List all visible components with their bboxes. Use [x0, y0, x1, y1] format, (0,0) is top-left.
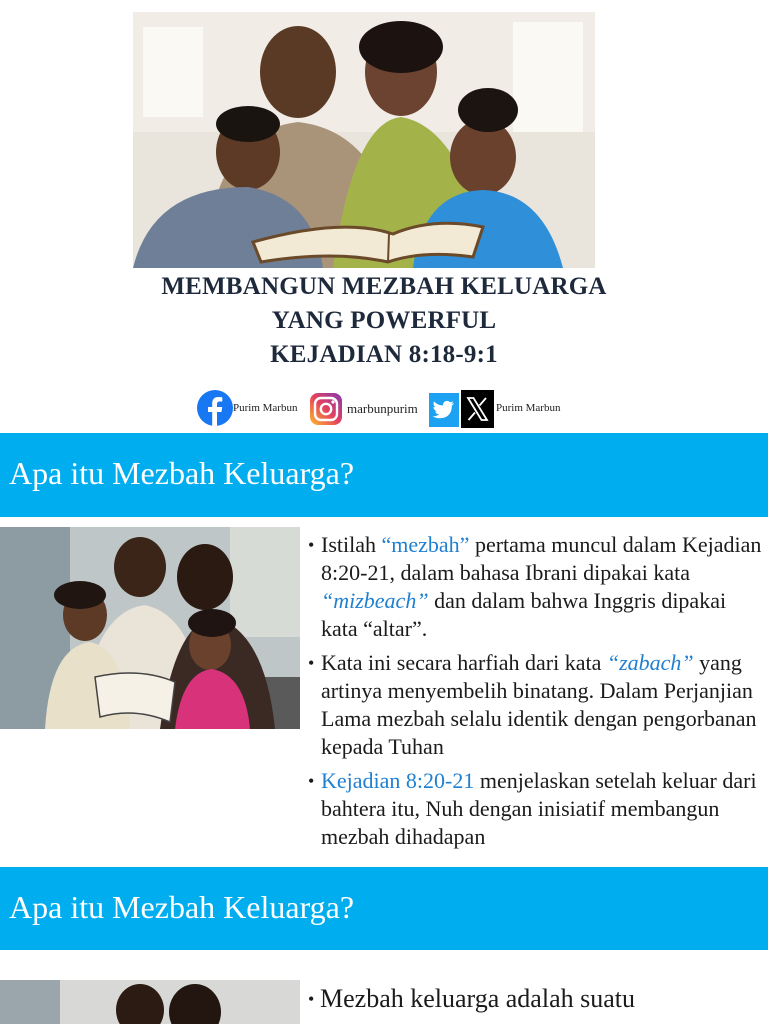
social-links — [0, 390, 768, 430]
x-name[interactable]: Purim Marbun — [496, 402, 561, 414]
slide-header-band — [0, 867, 768, 950]
instagram-icon[interactable] — [310, 393, 342, 425]
term-mezbah: “mezbah” — [381, 532, 470, 557]
bullet-text: dan dalam bahwa Inggris dipakai kata “altar”. — [321, 588, 727, 641]
bullet-text: Kata ini secara harfiah dari kata — [321, 650, 607, 675]
term-zabach: “zabach” — [606, 650, 694, 675]
bullet-text: Mezbah keluarga adalah suatu — [320, 984, 635, 1013]
bullet-item — [308, 649, 763, 761]
bullet-item — [308, 983, 763, 1015]
definition-slide — [0, 433, 768, 867]
definition-slide-continued — [0, 867, 768, 1024]
twitter-bird-icon[interactable] — [429, 393, 459, 427]
bullet-item — [308, 531, 763, 643]
family-praying-photo — [0, 527, 300, 729]
family-photo — [0, 980, 300, 1024]
x-logo-icon[interactable] — [461, 390, 494, 428]
slide-header-band — [0, 433, 768, 517]
bullet-list — [308, 531, 763, 857]
facebook-name[interactable]: Purim Marbun — [233, 402, 298, 414]
title-slide — [0, 0, 768, 432]
slide-heading: Apa itu Mezbah Keluarga? — [9, 889, 355, 925]
slide-heading: Apa itu Mezbah Keluarga? — [9, 455, 355, 491]
bullet-text: Istilah — [321, 532, 382, 557]
presentation-title — [0, 270, 768, 372]
bullet-item — [308, 767, 763, 851]
bullet-list — [308, 983, 763, 1021]
bullet-text: menjelaskan setelah keluar dari bahtera itu, Nuh dengan inisiatif membangun mezbah dihadapan — [321, 768, 757, 849]
instagram-name[interactable]: marbunpurim — [347, 401, 418, 416]
title-line: MEMBANGUN MEZBAH KELUARGA — [161, 273, 607, 300]
term-mizbeach: “mizbeach” — [321, 588, 429, 613]
title-line: KEJADIAN 8:18-9:1 — [270, 341, 498, 368]
scripture-reference: Kejadian 8:20-21 — [321, 768, 475, 793]
facebook-icon[interactable] — [197, 390, 233, 426]
bullet-text: pertama muncul dalam Kejadian 8:20-21, dalam bahasa Ibrani dipakai kata — [321, 532, 762, 585]
slide-clip — [0, 433, 768, 867]
title-line: YANG POWERFUL — [271, 307, 497, 334]
bullet-text: yang artinya menyembelih binatang. Dalam Perjanjian Lama mezbah selalu identik dengan pengorbanan kepada Tuhan — [321, 650, 757, 759]
family-reading-bible-photo — [133, 12, 595, 268]
